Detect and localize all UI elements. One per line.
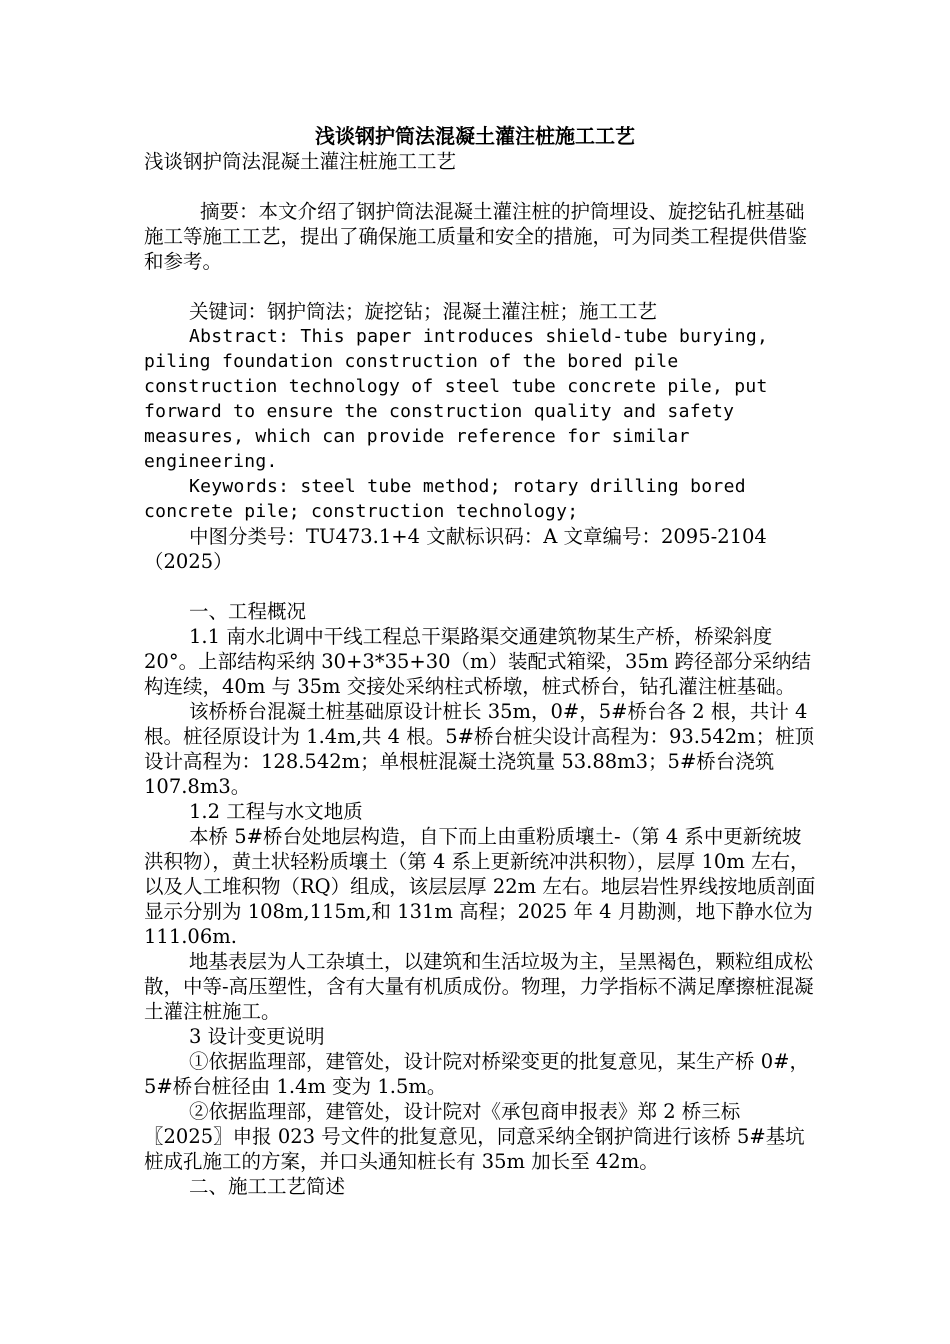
paragraph: ②依据监理部，建管处，设计院对《承包商申报表》郑 2 桥三标〖2025〗申报 023 号文件的批复意见，同意采纳全钢护筒进行该桥 5#基坑桩成孔施工的方案，并口头通知桩长有 35m 加长至 42m。: [144, 1100, 805, 1173]
section-heading-1: 一、工程概况: [189, 600, 307, 623]
abstract-en: Abstract: This paper introduces shield-tube burying, piling foundation construction of the bored pile construction technology of steel tube concrete pile, put forward to ensure the construction quality and safety measures, which can provide reference for similar engineering.: [144, 326, 769, 472]
paragraph: 地基表层为人工杂填土，以建筑和生活垃圾为主，呈黑褐色，颗粒组成松散，中等-高压塑性，含有大量有机质成份。物理，力学指标不满足摩擦桩混凝土灌注桩施工。: [144, 950, 814, 1023]
subsection-heading: 3 设计变更说明: [189, 1025, 325, 1048]
document-title: 浅谈钢护筒法混凝土灌注桩施工工艺: [315, 124, 635, 148]
keywords-en: Keywords: steel tube method; rotary drilling bored concrete pile; construction technology;: [144, 476, 746, 522]
keywords-cn: 关键词：钢护筒法；旋挖钻；混凝土灌注桩；施工工艺: [189, 300, 658, 323]
classification-line: 中图分类号：TU473.1+4 文献标识码：A 文章编号：2095-2104（2025）: [144, 525, 767, 573]
paragraph: 该桥桥台混凝土桩基础原设计桩长 35m，0#，5#桥台各 2 根，共计 4 根。桩径原设计为 1.4m,共 4 根。5#桥台桩尖设计高程为：93.542m；桩顶设计高程为：128.542m；单根桩混凝土浇筑量 53.88m3；5#桥台浇筑 107.8m3。: [144, 700, 815, 798]
paragraph: 本桥 5#桥台处地层构造，自下而上由重粉质壤土-（第 4 系中更新统坡洪积物），黄土状轻粉质壤土（第 4 系上更新统冲洪积物），层厚 10m 左右，以及人工堆积物（RQ）组成，该层层厚 22m 左右。地层岩性界线按地质剖面显示分别为 108m,115m,和 131m 高程；2025 年 4 月勘测，地下静水位为 111.06m.: [144, 825, 816, 948]
section-heading-2: 二、施工工艺简述: [189, 1175, 346, 1198]
abstract-cn: 摘要：本文介绍了钢护筒法混凝土灌注桩的护筒埋设、旋挖钻孔桩基础施工等施工工艺，提出了确保施工质量和安全的措施，可为同类工程提供借鉴和参考。: [144, 200, 808, 273]
document-body: [144, 149, 816, 1199]
paragraph: 1.1 南水北调中干线工程总干渠路渠交通建筑物某生产桥，桥梁斜度 20°。上部结构采纳 30+3*35+30（m）装配式箱梁，35m 跨径部分采纳结构连续，40m 与 35m 交接处采纳柱式桥墩，桩式桥台，钻孔灌注桩基础。: [144, 625, 812, 698]
document-subtitle: 浅谈钢护筒法混凝土灌注桩施工工艺: [144, 150, 457, 173]
paragraph: ①依据监理部，建管处，设计院对桥梁变更的批复意见，某生产桥 0#，5#桥台桩径由 1.4m 变为 1.5m。: [144, 1050, 809, 1098]
subsection-heading: 1.2 工程与水文地质: [189, 800, 363, 823]
